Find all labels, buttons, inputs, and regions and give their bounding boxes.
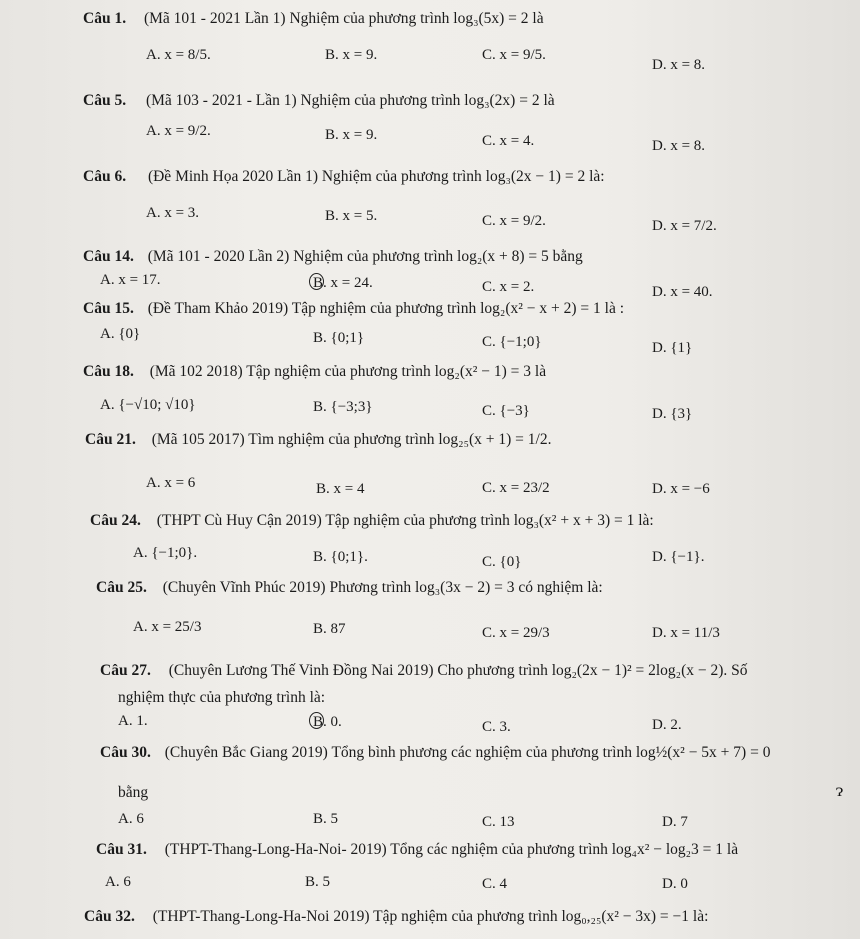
option-a[interactable]: A. x = 17. <box>100 272 161 288</box>
option-d[interactable]: D. 0 <box>662 876 688 892</box>
question-label: Câu 32. <box>84 908 135 925</box>
question-label: Câu 31. <box>96 841 147 858</box>
option-a[interactable]: A. x = 3. <box>146 205 200 221</box>
question-label: Câu 27. <box>100 662 151 679</box>
option-a[interactable]: A. x = 6 <box>146 475 196 491</box>
option-d[interactable]: D. {−1}. <box>652 549 705 565</box>
option-c[interactable]: C. x = 23/2 <box>482 480 550 496</box>
question-stem-continued: bằng <box>118 784 149 801</box>
option-a[interactable]: A. x = 8/5. <box>146 47 211 63</box>
option-d[interactable]: D. x = 8. <box>652 57 706 73</box>
question-18 <box>83 363 546 381</box>
option-a[interactable]: A. 6 <box>105 874 131 890</box>
question-label: Câu 1. <box>83 10 127 27</box>
option-a[interactable]: A. {0} <box>100 326 141 342</box>
option-a[interactable]: A. x = 9/2. <box>146 123 211 139</box>
question-stem: (Đề Tham Khảo 2019) Tập nghiệm của phương trình log₂(x² − x + 2) = 1 là : <box>147 300 625 317</box>
question-stem: (Chuyên Bắc Giang 2019) Tổng bình phương các nghiệm của phương trình log½(x² − 5x + 7) = 0 <box>164 744 771 761</box>
option-a[interactable]: A. 1. <box>118 713 148 729</box>
option-c[interactable]: C. 4 <box>482 876 508 892</box>
question-label: Câu 30. <box>100 744 151 761</box>
option-d[interactable]: D. x = −6 <box>652 481 710 497</box>
option-b[interactable]: B. {0;1} <box>313 330 365 346</box>
option-d[interactable]: D. {3} <box>652 406 693 422</box>
question-stem: (Mã 101 - 2021 Lần 1) Nghiệm của phương trình log₃(5x) = 2 là <box>143 10 544 27</box>
question-label: Câu 25. <box>96 579 147 596</box>
question-1 <box>83 10 544 28</box>
question-stem: (Mã 102 2018) Tập nghiệm của phương trình log₂(x² − 1) = 3 là <box>149 363 547 380</box>
option-b[interactable]: B. {0;1}. <box>313 549 368 565</box>
option-b[interactable]: B. 5 <box>305 874 331 890</box>
question-label: Câu 14. <box>83 248 134 265</box>
option-d[interactable]: D. x = 7/2. <box>652 218 717 234</box>
option-b[interactable]: B. x = 9. <box>325 47 378 63</box>
option-b[interactable]: B. x = 9. <box>325 127 378 143</box>
option-c[interactable]: C. x = 29/3 <box>482 625 550 641</box>
pen-mark-icon: ɂ <box>836 780 844 800</box>
selected-answer-circle <box>309 273 324 290</box>
option-a[interactable]: A. 6 <box>118 811 144 827</box>
option-b[interactable]: B. x = 5. <box>325 208 378 224</box>
question-label: Câu 5. <box>83 92 127 109</box>
question-label: Câu 24. <box>90 512 141 529</box>
question-label: Câu 6. <box>83 168 127 185</box>
option-c[interactable]: C. x = 4. <box>482 133 535 149</box>
question-stem: (Chuyên Lương Thế Vinh Đồng Nai 2019) Cho phương trình log₂(2x − 1)² = 2log₂(x − 2). Số <box>168 662 748 679</box>
option-d[interactable]: D. x = 11/3 <box>652 625 720 641</box>
question-stem: (THPT-Thang-Long-Ha-Noi- 2019) Tổng các nghiệm của phương trình log₄x² − log₂3 = 1 là <box>164 841 739 858</box>
question-label: Câu 21. <box>85 431 136 448</box>
option-a[interactable]: A. {−1;0}. <box>133 545 198 561</box>
question-21 <box>85 431 551 449</box>
option-b[interactable]: B. {−3;3} <box>313 399 373 415</box>
option-b[interactable]: B. 0. <box>313 714 342 730</box>
option-c[interactable]: C. {−3} <box>482 403 530 419</box>
question-27 <box>100 662 748 680</box>
question-32 <box>84 908 708 926</box>
option-a[interactable]: A. x = 25/3 <box>133 619 202 635</box>
option-d[interactable]: D. x = 8. <box>652 138 706 154</box>
question-15 <box>83 300 624 318</box>
question-stem: (Chuyên Vĩnh Phúc 2019) Phương trình log₃(3x − 2) = 3 có nghiệm là: <box>162 579 603 596</box>
question-6 <box>83 168 605 186</box>
option-c[interactable]: C. x = 9/5. <box>482 47 546 63</box>
question-30 <box>100 744 770 762</box>
option-b[interactable]: B. 87 <box>313 621 346 637</box>
option-d[interactable]: D. 7 <box>662 814 688 830</box>
question-14 <box>83 248 583 266</box>
question-stem: (Mã 101 - 2020 Lần 2) Nghiệm của phương trình log₂(x + 8) = 5 bằng <box>147 248 583 265</box>
question-label: Câu 18. <box>83 363 134 380</box>
option-a[interactable]: A. {−√10; √10} <box>100 397 196 413</box>
option-c[interactable]: C. x = 2. <box>482 279 535 295</box>
question-31 <box>96 841 738 859</box>
question-stem: (Mã 103 - 2021 - Lần 1) Nghiệm của phương trình log₃(2x) = 2 là <box>145 92 555 109</box>
question-stem: (THPT Cù Huy Cận 2019) Tập nghiệm của phương trình log₃(x² + x + 3) = 1 là: <box>156 512 654 529</box>
option-b[interactable]: B. x = 24. <box>313 275 373 291</box>
option-c[interactable]: C. 3. <box>482 719 511 735</box>
selected-answer-circle <box>309 712 324 729</box>
option-c[interactable]: C. x = 9/2. <box>482 213 546 229</box>
option-c[interactable]: C. {0} <box>482 554 522 570</box>
option-b[interactable]: B. x = 4 <box>316 481 365 497</box>
question-stem-continued: nghiệm thực của phương trình là: <box>118 689 326 706</box>
option-d[interactable]: D. 2. <box>652 717 682 733</box>
option-c[interactable]: C. 13 <box>482 814 515 830</box>
question-25 <box>96 579 603 597</box>
option-d[interactable]: D. {1} <box>652 340 693 356</box>
option-d[interactable]: D. x = 40. <box>652 284 713 300</box>
question-stem: (Đề Minh Họa 2020 Lần 1) Nghiệm của phương trình log₃(2x − 1) = 2 là: <box>147 168 605 185</box>
question-stem: (Mã 105 2017) Tìm nghiệm của phương trình log₂₅(x + 1) = 1/2. <box>151 431 552 448</box>
question-label: Câu 15. <box>83 300 134 317</box>
question-stem: (THPT-Thang-Long-Ha-Noi 2019) Tập nghiệm của phương trình log₀,₂₅(x² − 3x) = −1 là: <box>152 908 709 925</box>
question-5 <box>83 92 555 110</box>
question-24 <box>90 512 654 530</box>
option-b[interactable]: B. 5 <box>313 811 339 827</box>
option-c[interactable]: C. {−1;0} <box>482 334 542 350</box>
